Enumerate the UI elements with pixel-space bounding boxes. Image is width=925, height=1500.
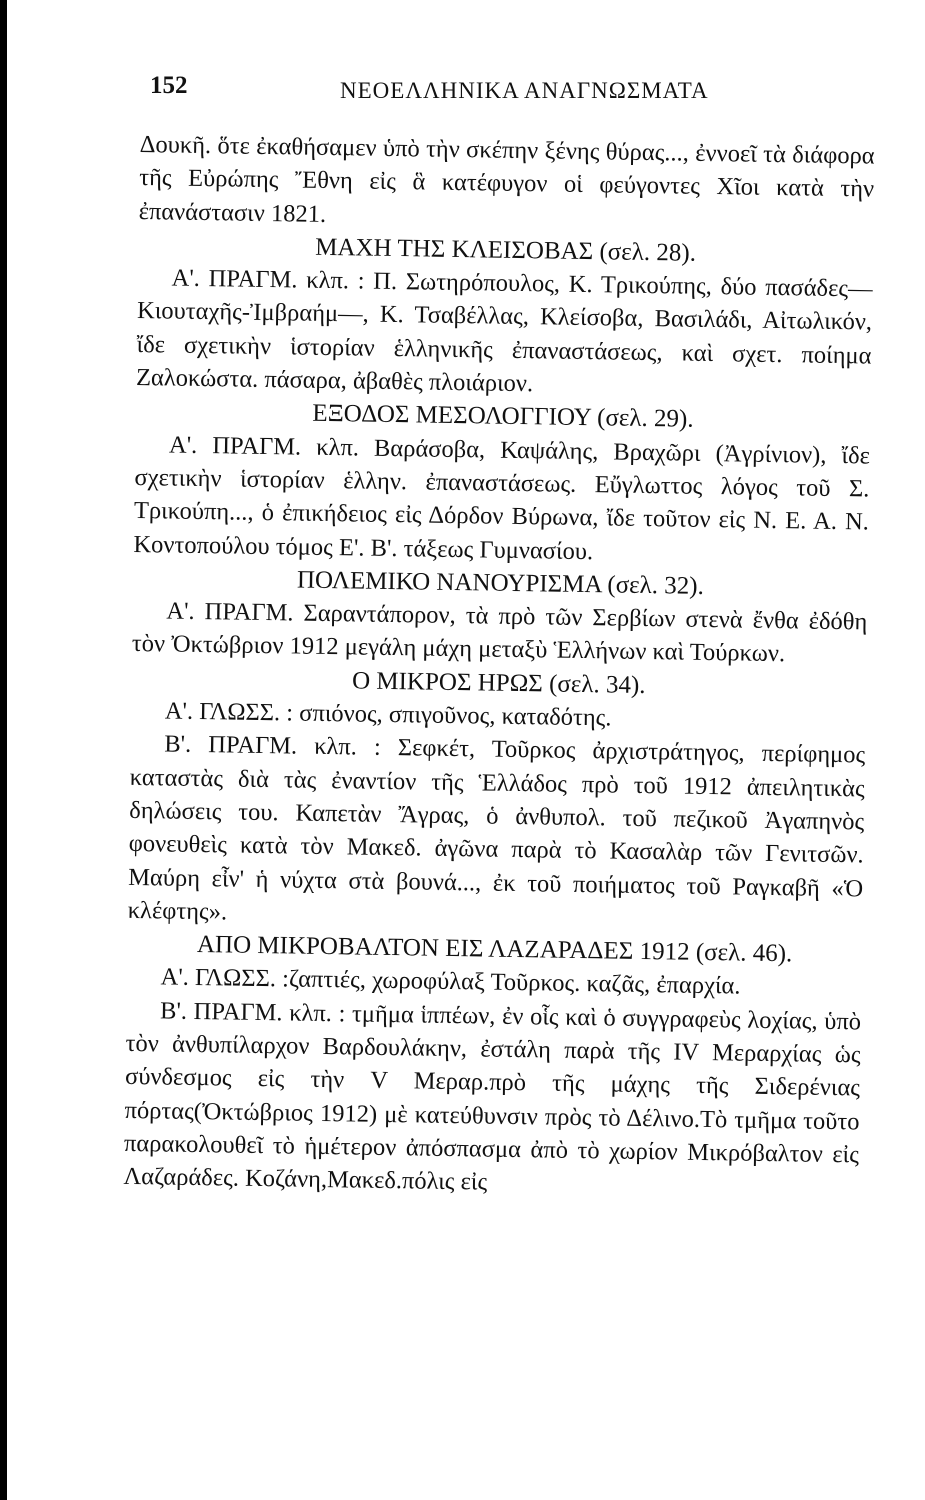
paragraph: Α'. ΠΡΑΓΜ. κλπ. Βαράσοβα, Καψάλης, Βραχῶρι (Ἀγρίνιον), ἴδε σχετικὴν ἱστορίαν ἑλλην. ἐπαναστάσεως. Εὔγλωττος λόγος τοῦ Σ. Τρικούπη..., ὁ ἐπικήδειος εἰς Δόρδον Βύρωνα, ἴδε τοῦτον εἰς Ν. Ε. Α. Ν. Κοντοπούλου τόμος Ε'. Β'. τάξεως Γυμνασίου.: [133, 431, 871, 565]
section-heading: ΕΞΟΔΟΣ ΜΕΣΟΛΟΓΓΙΟΥ (σελ. 29).: [312, 400, 694, 434]
paragraph: Α'. ΠΡΑΓΜ. κλπ. : Π. Σωτηρόπουλος, Κ. Τρικούπης, δύο πασάδες—Κιουταχῆς-Ἰμβραήμ—, Κ. Τσαβέλλας, Κλείσοβα, Βασιλάδι, Αἰτωλικόν, ἴδε σχετικὴν ἱστορίαν ἑλληνικῆς ἐπαναστάσεως, καὶ σχετ. ποίημα Ζαλοκώστα. πάσαρα, ἀβαθὲς πλοιάριον.: [135, 264, 873, 398]
paragraph: Α'. ΠΡΑΓΜ. Σαραντάπορον, τὰ πρὸ τῶν Σερβίων στενὰ ἔνθα ἐδόθη τὸν Ὀκτώβριον 1912 μεγάλη μάχη μεταξὺ Ἑλλήνων καὶ Τούρκων.: [131, 597, 868, 668]
section-heading: ΠΟΛΕΜΙΚΟ ΝΑΝΟΥΡΙΣΜΑ (σελ. 32).: [296, 566, 705, 600]
paragraph: Α'. ΓΛΩΣΣ. : σπιόνος, σπιγοῦνος, καταδότης.: [164, 697, 612, 732]
section-heading: Ο ΜΙΚΡΟΣ ΗΡΩΣ (σελ. 34).: [351, 667, 646, 699]
page-header: [150, 72, 780, 108]
section-heading: ΜΑΧΗ ΤΗΣ ΚΛΕΙΣΟΒΑΣ (σελ. 28).: [315, 233, 697, 267]
page-number: 152: [150, 72, 188, 99]
page-body: [123, 128, 875, 1205]
paragraph: Β'. ΠΡΑΓΜ. κλπ. : τμῆμα ἱππέων, ἐν οἷς καὶ ὁ συγγραφεὺς λοχίας, ὑπὸ τὸν ἀνθυπίλαρχον Βαρδουλάκην, ἐστάλη παρὰ τῆς IV Μεραρχίας ὡς σύνδεσμος εἰς τὴν V Μεραρ.πρὸ τῆς μάχης τῆς Σιδερένιας πόρτας(Ὀκτώβριος 1912) μὲ κατεύθυνσιν πρὸς τὸ Δέλινο.Τὸ τμῆμα τοῦτο παρακολουθεῖ τὸ ἡμέτερον ἀπόσπασμα ἀπὸ τὸ χωρίον Μικρόβαλτον εἰς Λαζαράδες. Κοζάνη,Μακεδ.πόλις εἰς: [123, 997, 862, 1196]
paragraph: Δουκῆ. ὅτε ἐκαθήσαμεν ὑπὸ τὴν σκέπην ξένης θύρας..., ἐννοεῖ τὰ διάφορα τῆς Εὐρώπης Ἔθνη εἰς ἃ κατέφυγον οἱ φεύγοντες Χῖοι κατὰ τὴν ἐπανάστασιν 1821.: [138, 130, 875, 228]
paragraph: Α'. ΓΛΩΣΣ. :ζαπτιές, χωροφύλαξ Τοῦρκος. καζᾶς, ἐπαρχία.: [160, 963, 741, 1000]
running-title: ΝΕΟΕΛΛΗΝΙΚΑ ΑΝΑΓΝΩΣΜΑΤΑ: [340, 78, 709, 103]
scan-edge: [0, 0, 7, 1500]
paragraph: Β'. ΠΡΑΓΜ. κλπ. : Σεφκέτ, Τοῦρκος ἀρχιστράτηγος, περίφημος καταστὰς διὰ τὰς ἐναντίον τῆς Ἑλλάδος πρὸ τοῦ 1912 ἀπειλητικὰς δηλώσεις του. Καπετὰν Ἄγρας, ὁ ἀνθυπολ. τοῦ πεζικοῦ Ἀγαπηνὸς φονευθεὶς κατὰ τὸν Μακεδ. ἀγῶνα παρὰ τὸ Κασαλὰρ τῶν Γενιτσῶν. Μαύρη εἶν' ἡ νύχτα στὰ βουνά..., ἐκ τοῦ ποιήματος τοῦ Ραγκαβῆ «Ὁ κλέφτης».: [127, 730, 866, 926]
section-heading: ΑΠΟ ΜΙΚΡΟΒΑΛΤΟΝ ΕΙΣ ΛΑΖΑΡΑΔΕΣ 1912 (σελ. 46).: [196, 931, 793, 968]
